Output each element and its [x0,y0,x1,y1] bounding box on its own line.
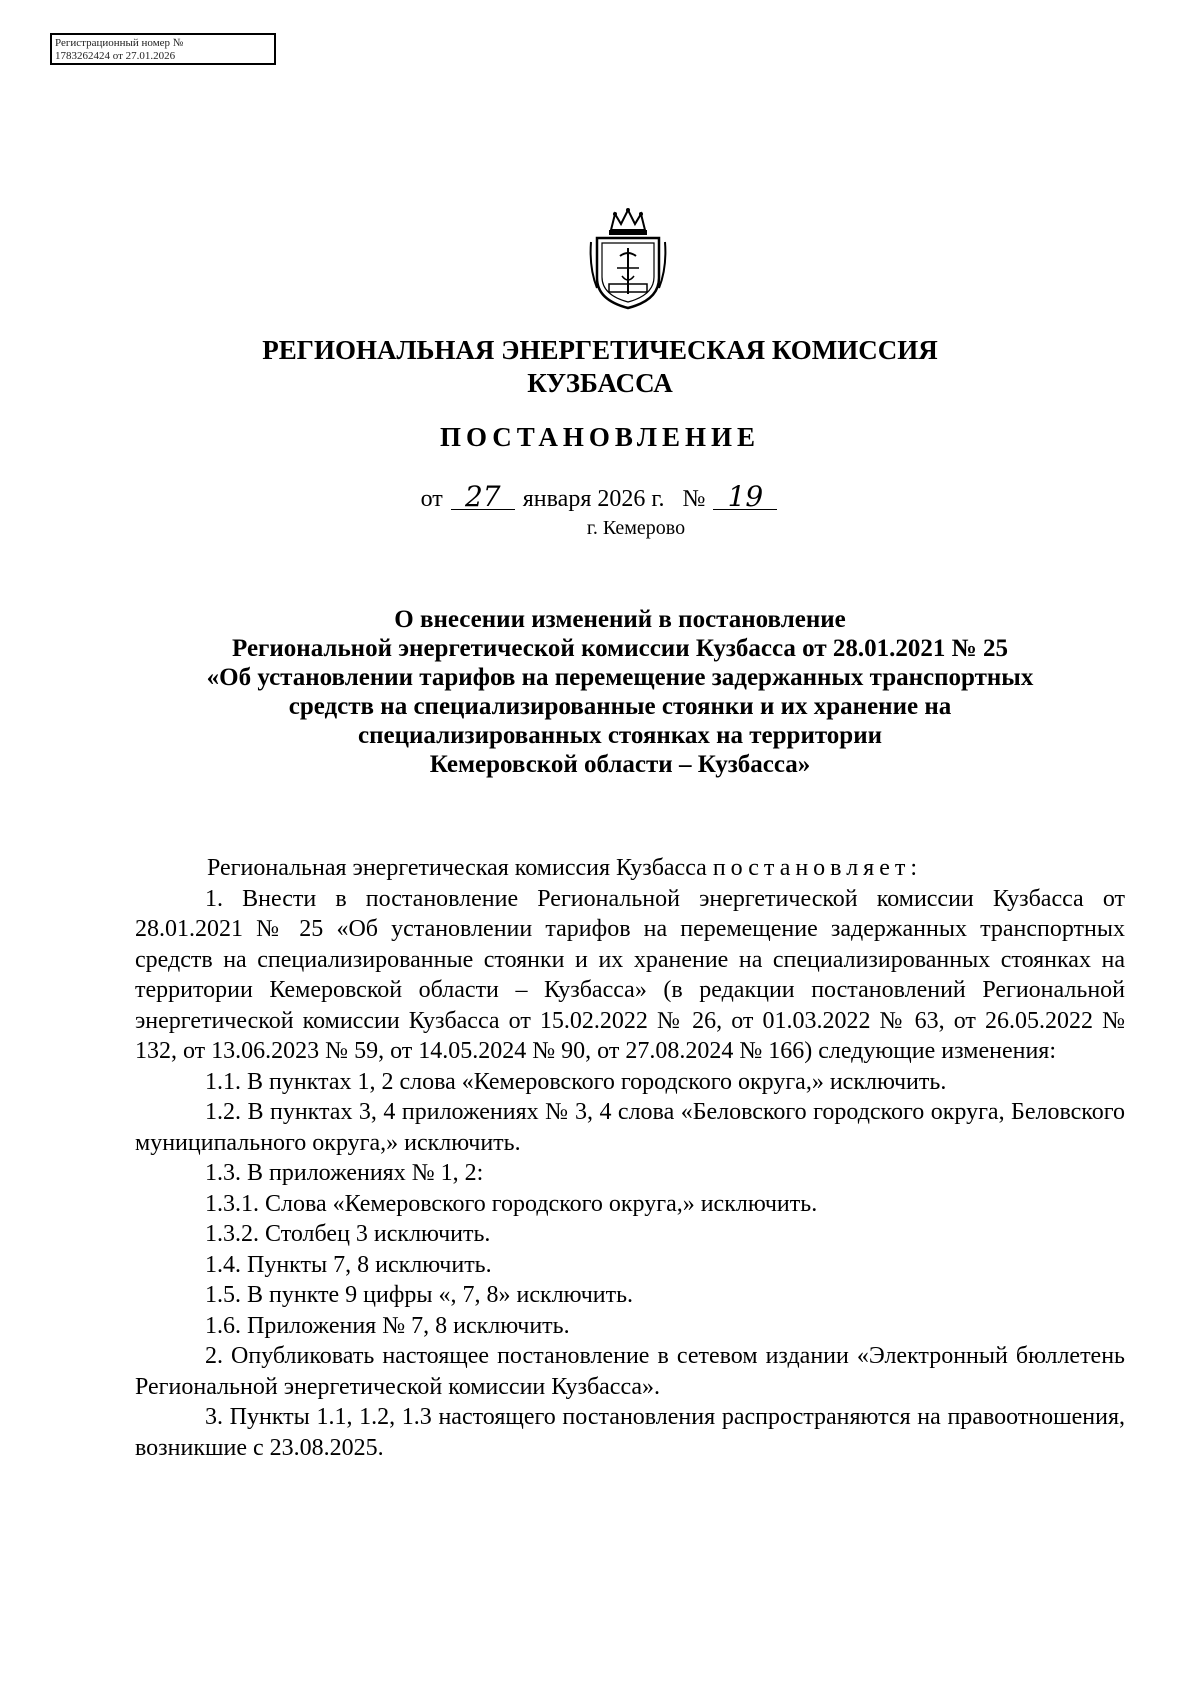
preamble [135,853,1125,884]
document-heading [140,605,1100,779]
organization-line-2: КУЗБАССА [527,368,673,398]
heading-line-1: О внесении изменений в постановление [394,606,846,633]
date-prefix: от [420,486,443,512]
heading-line-6: Кемеровской области – Кузбасса» [429,751,811,778]
preamble-text: Региональная энергетическая комиссия Кузбасса [207,855,707,881]
registration-label: Регистрационный номер № [55,37,184,49]
organization-name [0,334,1200,400]
document-number-handwritten: 19 [713,485,777,510]
paragraph-2: 2. Опубликовать настоящее постановление в сетевом издании «Электронный бюллетень Региональной энергетической комиссии Кузбасса». [135,1343,1125,1400]
heading-line-5: специализированных стоянках на территории [357,722,883,749]
paragraph-1-5: 1.5. В пункте 9 цифры «, 7, 8» исключить. [205,1282,634,1308]
registration-stamp [50,33,276,65]
date-line [0,480,1200,513]
heading-line-2: Региональной энергетической комиссии Кузбасса от 28.01.2021 № 25 [232,635,1008,662]
paragraph-3: 3. Пункты 1.1, 1.2, 1.3 настоящего постановления распространяются на правоотношения, возникшие с 23.08.2025. [135,1404,1125,1461]
number-sign: № [682,486,706,512]
paragraph-1-6: 1.6. Приложения № 7, 8 исключить. [205,1312,570,1339]
date-day-handwritten: 27 [451,485,515,510]
heading-line-3: «Об установлении тарифов на перемещение задержанных транспортных [206,664,1034,691]
paragraph-1-4: 1.4. Пункты 7, 8 исключить. [205,1251,492,1278]
organization-line-1: РЕГИОНАЛЬНАЯ ЭНЕРГЕТИЧЕСКАЯ КОМИССИЯ [262,335,938,365]
registration-number: 1783262424 от 27.01.2026 [55,50,176,62]
date-month-year: января 2026 г. [522,486,665,512]
paragraph-1-3-2: 1.3.2. Столбец 3 исключить. [205,1221,491,1247]
city: г. Кемерово [586,517,686,539]
heading-line-4: средств на специализированные стоянки и их хранение на [288,693,952,720]
paragraph-1-3: 1.3. В приложениях № 1, 2: [205,1160,484,1186]
paragraph-1-2: 1.2. В пунктах 3, 4 приложениях № 3, 4 слова «Беловского городского округа, Беловского муниципального округа,» исключить. [135,1099,1125,1156]
preamble-verb: постановляет: [712,855,923,881]
paragraph-1: 1. Внести в постановление Региональной энергетической комиссии Кузбасса от 28.01.2021 № 25 «Об установлении тарифов на перемещение задержанных транспортных средств на специализированные стоянки и их хранение на специализированных стоянках на территории Кемеровской области – Кузбасса» (в редакции постановлений Региональной энергетической комиссии Кузбасса от 15.02.2022 № 26, от 01.03.2022 № 63, от 26.05.2022 № 132, от 13.06.2023 № 59, от 14.05.2024 № 90, от 27.08.2024 № 166) следующие изменения: [135,885,1125,1064]
document-body [135,853,1125,1463]
document-type: ПОСТАНОВЛЕНИЕ [439,422,761,452]
paragraph-1-3-1: 1.3.1. Слова «Кемеровского городского округа,» исключить. [205,1190,818,1217]
paragraph-1-1: 1.1. В пунктах 1, 2 слова «Кемеровского городского округа,» исключить. [205,1068,947,1095]
kuzbass-coat-of-arms-icon [589,208,667,310]
